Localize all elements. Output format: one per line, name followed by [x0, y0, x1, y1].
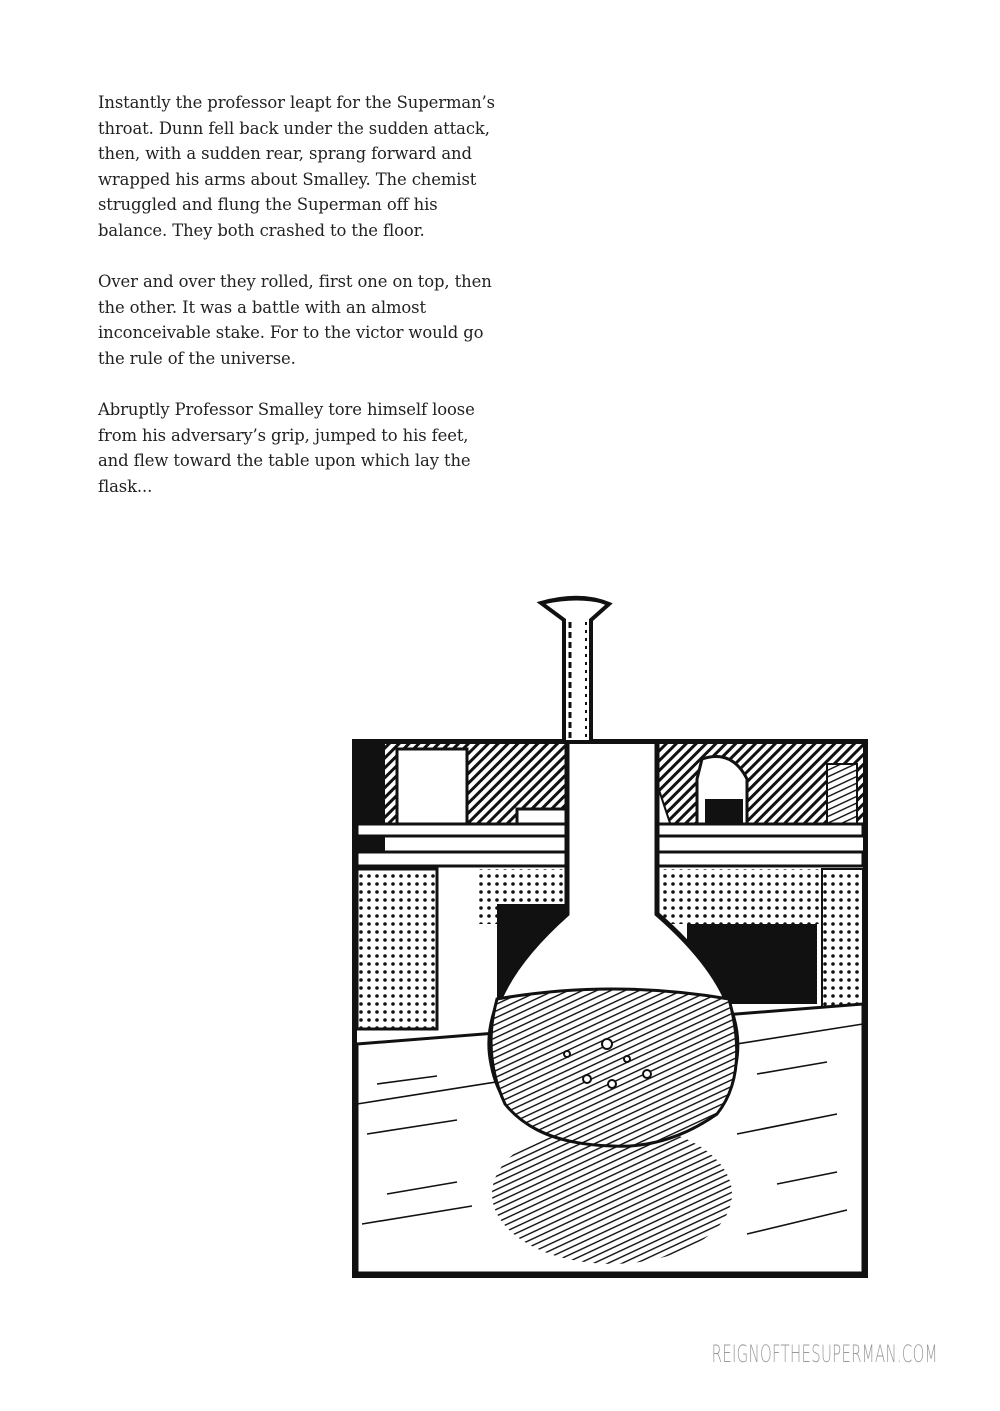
paragraph-2: Over and over they rolled, first one on top, then the other. It was a battle with an almost inconceivable stake. For to the victor would go the rule of the universe. [98, 272, 492, 368]
illustration-panel [352, 739, 868, 1278]
paragraph-3: Abruptly Professor Smalley tore himself loose from his adversary’s grip, jumped to his feet, and flew toward the table upon which lay the flask... [98, 400, 475, 496]
site-watermark: REIGNOFTHESUPERMAN.COM [711, 1340, 938, 1368]
paragraph-1: Instantly the professor leapt for the Superman’s throat. Dunn fell back under the sudden attack, then, with a sudden rear, sprang forward and wrapped his arms about Smalley. The chemist struggled and flung the Superman off his balance. They both crashed to the floor. [98, 93, 495, 240]
story-text [98, 90, 498, 525]
lab-scene-illustration [357, 744, 863, 1273]
